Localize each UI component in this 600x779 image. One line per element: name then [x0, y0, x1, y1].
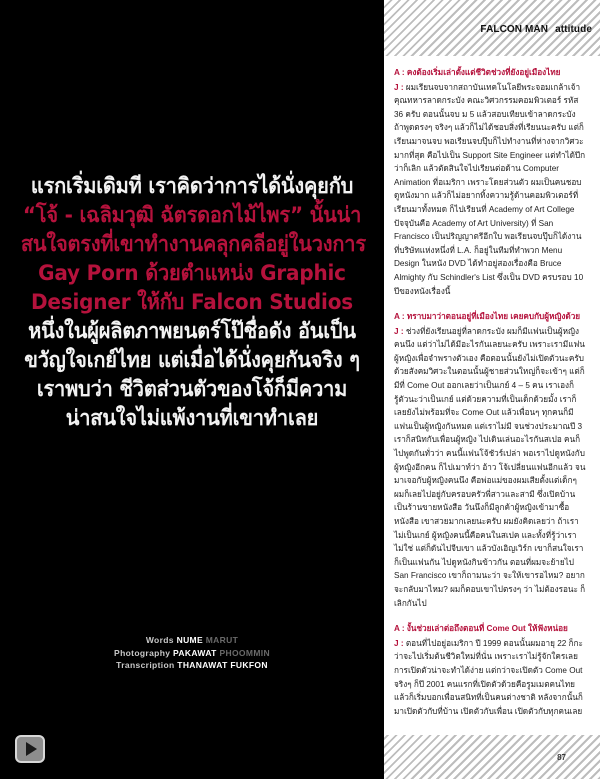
- question-marker: A :: [394, 68, 405, 77]
- credit-name: NUME: [176, 635, 204, 645]
- answer-text: ช่วงที่ยังเรียนอยู่ที่ลาดกระบัง ผมก็มีแฟนเป็นผู้หญิงคนนึง แต่ว่าไม่ได้มีอะไรกันเลยนะครับ เพราะเรามีแฟนผู้หญิงเพื่อจำพรางตัวเอง คือตอนนั้นยังไม่เปิดตัวนะครับ ด้วยสังคมวิศวะในตอนนั้นผู้ชายส่วนใหญ่ก็จะเข้าๆ แต่ก็มีที่ Come Out ออกเลยว่าเป็นเกย์ 4 – 5 คน เราเองก็รู้ตัวนะว่าเป็นเกย์ แต่ด้วยความที่เป็นเด็กด้วยมั้ง เราก็เลยยังไม่พร้อมที่จะ Come Out แล้วเพื่อนๆ ทุกคนก็มีแฟนเป็นผู้หญิงกันหมด แต่เราไม่มี จนช่วงประมาณปี 3 เราก็สนิทกับเพื่อนผู้หญิง ไปเดินเล่นอะไรกันสเปอ คนก็ไปพูดกันทั่วว่า คนนี้แฟนโจ้ชัวร์เปล่า พอเราไปดูหนังกับผู้หญิงอีกคน ก็ไปเมาท์ว่า อ้าว โจ้เปลี่ยนแฟนอีกแล้ว จนมาเจอกับผู้หญิงคนนึง คือพ่อแม่ของผมเสียตั้งแต่เด็กๆ ผมก็เลยไปอยู่กับครอบครัวพี่สาวและสามี ซึ่งเปิดบ้านเป็นร้านขายหนังสือ วันนึงก็มีลูกค้าผู้หญิงเข้ามาซื้อหนังสือ เขาสวยมากเลยนะครับ ผมยังคิดเลยว่า ถ้าเราไม่เป็นเกย์ ผู้หญิงคนนี้คือคนในสเปค และทั้งที่รู้ว่าเราไม่ใช่ แต่ก็ดันไปจีบเขา แล้วบังเอิญเวิร์ก เขาก็สนใจเรา ก็เป็นแฟนกัน ไปดูหนังกินข้าวกัน ตอนที่ผมจะย้ายไป San Francisco เขาก็ถามนะว่า จะให้เขารอไหม? อยากจะกลับมาไหม? ผมก็ตอบเขาไปตรงๆ ว่า ไม่ต้องรอนะ ก็เลิกกันไป: [394, 326, 586, 608]
- answer-line: [394, 81, 586, 299]
- question-text: งั้นช่วยเล่าต่อถึงตอนที่ Come Out ให้ฟังหน่อย: [406, 624, 568, 634]
- qa-block: [394, 310, 586, 610]
- answer-marker: J :: [394, 326, 404, 336]
- credits-block: [8, 634, 376, 672]
- answer-line: [394, 325, 586, 610]
- credit-surname: MARUT: [205, 635, 239, 645]
- credit-label: Transcription: [116, 660, 175, 670]
- headline-line-8: เราพบว่า ชีวิตส่วนตัวของโจ้ก็มีความ: [36, 377, 348, 402]
- headline-block: [8, 172, 376, 433]
- credit-label: Words: [145, 635, 174, 645]
- credit-row: [8, 659, 376, 672]
- headline-line-6: หนึ่งในผู้ผลิตภาพยนตร์โป๊ชื่อดัง อันเป็น: [28, 319, 356, 344]
- right-page-text-panel: [384, 0, 600, 779]
- credit-name: PAKAWAT: [173, 647, 217, 658]
- page-number: 87: [557, 753, 566, 762]
- headline-line-2: “โจ้ - เฉลิมวุฒิ ฉัตรดอกไม้ไพร” นั้นน่า: [22, 203, 362, 228]
- answer-text: ผมเรียนจบจากสถาบันเทคโนโลยีพระจอมเกล้าเจ้าคุณทหารลาดกระบัง คณะวิศวกรรมคอมพิวเตอร์ รหัส 36 ครับ ตอนนั้นจบ ม 5 แล้วสอบเทียบเข้าลาดกระบัง ถ้าพูดตรงๆ จริงๆ แล้วก็ไม่ได้ชอบสิ่งที่เรียนนะครับ แต่ก็เรียนมาจนจบ พอเรียนจบปุ๊บก็ไปทำงานที่ห่างจากวิศวะมากที่สุด คือไปเป็น Support Site Engineer แต่ทำได้ปีกว่าก็เลิก แล้วตัดสินใจไปเรียนต่อด้าน Computer Animation ที่อเมริกา เพราะโดยส่วนตัว ผมเป็นคนชอบดูหนังมาก แล้วก็ไม่อยากทิ้งความรู้ด้านคอมพิวเตอร์ที่เรียนมาทั้งหมด ก็ไปเรียนที่ Academy of Art College ปัจจุบันคือ Academy of Art University) ที่ San Francisco เป็นปริญญาตรีอีกใบ พอเรียนจบปุ๊บก็ได้งานที่บริษัทแห่งหนึ่งที่ L.A. ก็อยู่ในทีมที่ทำพวก Menu Design ในหนัง DVD ได้ทำอยู่สองเรื่องคือ Bruce Almighty กับ Schindler's List ซึ่งเป็น DVD ครบรอบ 10 ปีของหนังเรื่องนี้: [394, 82, 586, 296]
- headline-line-5: Designer ให้กับ Falcon Studios: [31, 290, 353, 315]
- play-button[interactable]: [15, 735, 45, 763]
- article-body: [394, 66, 586, 718]
- question-line: [394, 310, 586, 324]
- masthead-brand: FALCON MAN: [480, 24, 549, 35]
- credit-label: Photography: [114, 647, 171, 658]
- headline-line-1: แรกเริ่มเดิมที เราคิดว่าการได้นั่งคุยกับ: [30, 174, 354, 199]
- credit-row: [8, 647, 376, 660]
- question-marker: A :: [394, 312, 405, 322]
- headline-line-7: ขวัญใจเกย์ไทย แต่เมื่อได้นั่งคุยกันจริง ๆ: [24, 348, 360, 373]
- headline-line-3: สนใจตรงที่เขาทำงานคลุกคลีอยู่ในวงการ: [20, 232, 366, 257]
- question-line: [394, 66, 586, 80]
- masthead: [384, 24, 592, 35]
- question-text: ทราบมาว่าตอนอยู่ที่เมืองไทย เคยคบกับผู้หญิงด้วย: [406, 312, 581, 322]
- question-text: คงต้องเริ่มเล่าตั้งแต่ชีวิตช่วงที่ยังอยู่เมืองไทย: [406, 68, 561, 77]
- headline-line-9: น่าสนใจไม่แพ้งานที่เขาทำเลย: [65, 406, 319, 431]
- question-line: [394, 622, 586, 636]
- credit-row: [8, 634, 376, 647]
- answer-marker: J :: [394, 638, 404, 648]
- credit-name: THANAWAT FUKFON: [177, 660, 268, 670]
- qa-block: [394, 622, 586, 718]
- play-icon: [26, 742, 37, 756]
- answer-line: [394, 637, 586, 719]
- masthead-section: attitude: [555, 24, 592, 35]
- headline-line-4: Gay Porn ด้วยตำแหน่ง Graphic: [38, 261, 346, 286]
- question-marker: A :: [394, 624, 405, 634]
- qa-block: [394, 66, 586, 298]
- credit-surname: PHOOMMIN: [219, 647, 270, 658]
- answer-text: ตอนที่ไปอยู่อเมริกา ปี 1999 ตอนนั้นผมอายุ 22 ก็กะว่าจะไปเริ่มต้นชีวิตใหม่ที่นั่น เพราะเราไม่รู้จักใครเลย การเปิดตัวน่าจะทำได้ง่าย แต่กว่าจะเปิดตัว Come Out จริงๆ ก็ปี 2001 คนแรกที่เปิดตัวด้วยคือรูมเมตคนไทย แล้วก็เริ่มบอกเพื่อนสนิทที่เป็นคนต่างชาติ หลังจากนั้นก็มาเปิดตัวกับที่บ้าน เปิดตัวกับเพื่อน เปิดตัวกับทุกคนเลย: [394, 638, 583, 716]
- answer-marker: J :: [394, 82, 404, 92]
